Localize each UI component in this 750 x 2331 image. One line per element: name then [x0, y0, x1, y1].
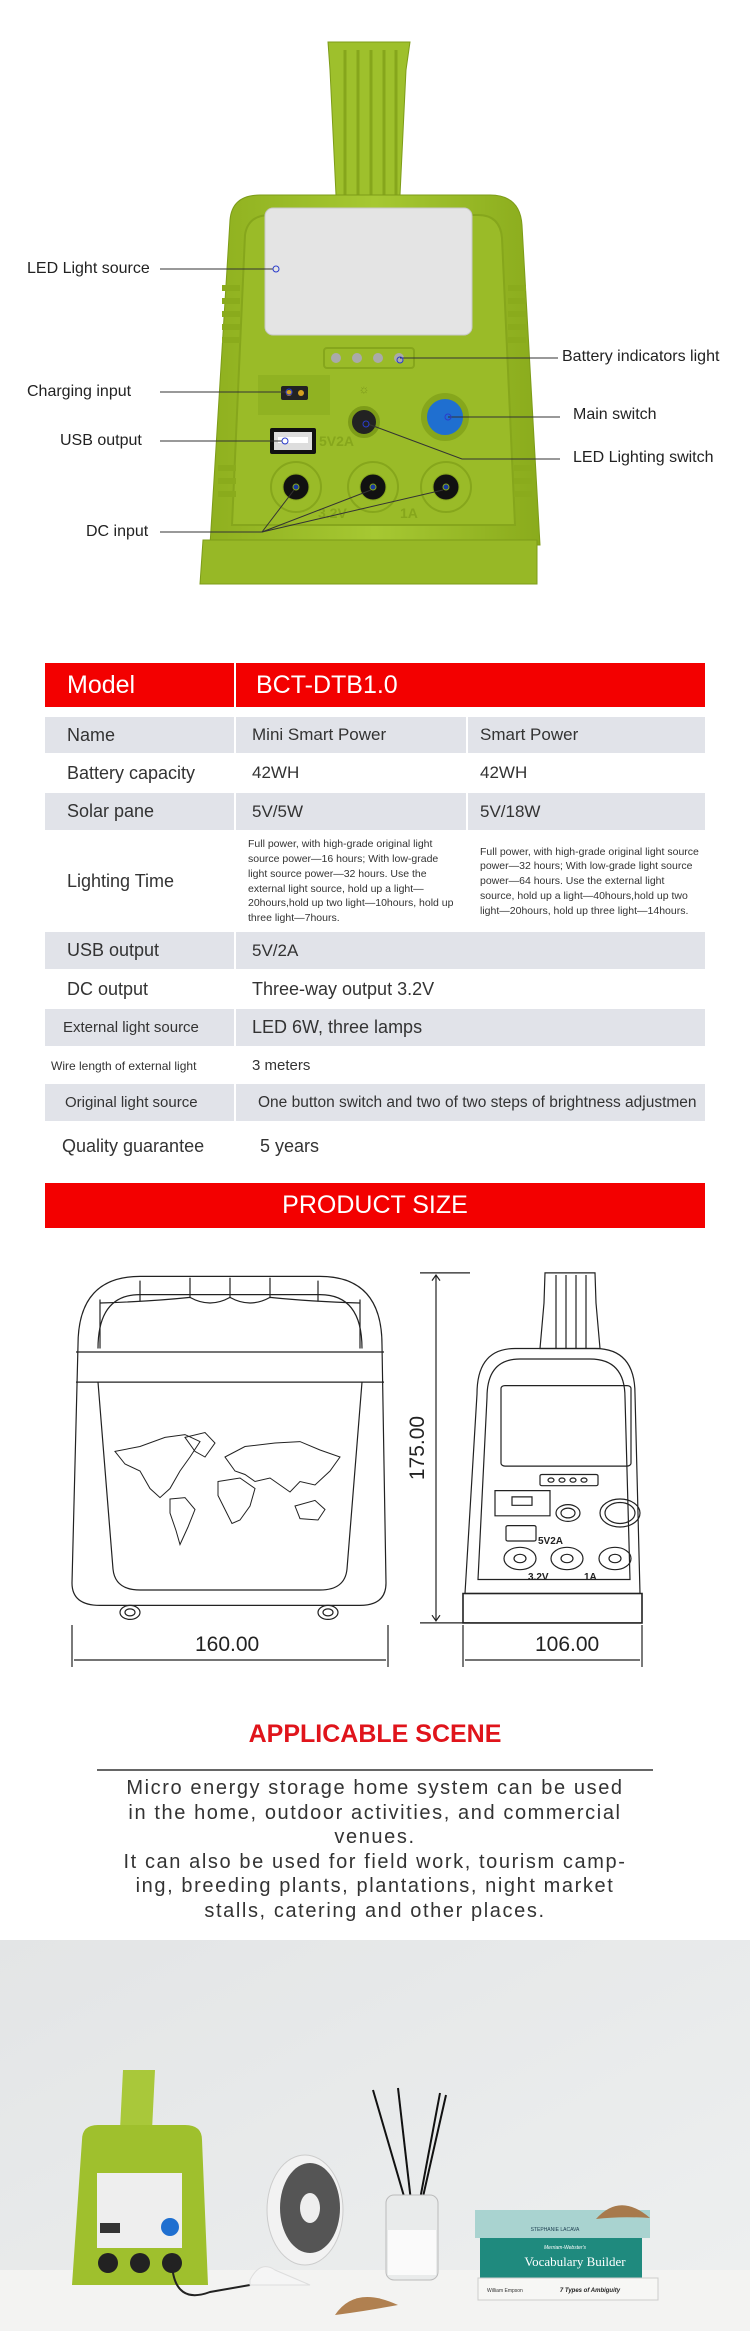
scene-photo: [0, 1940, 750, 2331]
side-voltage-label: 3.2V: [528, 1572, 549, 1583]
svg-text:1A: 1A: [400, 505, 418, 521]
side-usb-label: 5V2A: [538, 1536, 564, 1547]
scene-divider: [97, 1769, 653, 1771]
callout-dc-input: DC input: [86, 523, 149, 540]
device-front-illustration: [0, 0, 750, 600]
device-handle: [328, 42, 410, 195]
callout-led-lighting-switch: LED Lighting switch: [573, 449, 714, 466]
bulb-icon: ☼: [358, 382, 370, 396]
height-label: 175.00: [406, 1415, 429, 1481]
callout-main-switch: Main switch: [573, 406, 657, 423]
front-width-label: 160.00: [195, 1633, 260, 1656]
svg-text:5V2A: 5V2A: [319, 433, 355, 449]
scene-title: APPLICABLE SCENE: [248, 1720, 502, 1748]
table-row-lighting: Lighting Time Full power, with high-grade original light source power—16 hours; With low-grade light source power—32 hours. Use the external light source, hold up a light—20hours,hold up two light—10hours, hold up three light—7hours. Full power, with high-grade original light source power—32 hours; With low-grade light source power—64 hours. Use the external light source, hold up a light—40hours,hold up two light—20hours, hold up three light—14hours.: [67, 838, 699, 924]
table-row-external: External light source LED 6W, three lamps: [45, 1009, 705, 1046]
table-row-original: Original light source One button switch and two of two steps of brightness adjustmen: [45, 1084, 705, 1121]
table-row-wire: Wire length of external light 3 meters: [51, 1057, 311, 1074]
device-base: [200, 540, 537, 584]
side-current-label: 1A: [584, 1572, 597, 1583]
svg-text:7 Types of Ambiguity: 7 Types of Ambiguity: [559, 2288, 621, 2294]
scene-description: Micro energy storage home system can be used in the home, outdoor activities, and commercial venues. It can also be used for field work, tourism camp- ing, breeding plants, plantations, night market stalls, catering and other places.: [123, 1777, 627, 1922]
side-width-label: 106.00: [535, 1633, 600, 1656]
table-row-usb: USB output 5V/2A: [45, 932, 705, 969]
charging-input-port: [258, 375, 330, 415]
led-panel: [265, 208, 472, 335]
front-view-drawing: [72, 1276, 386, 1619]
dimension-drawings: [0, 1250, 750, 1670]
table-row-dc: DC output Three-way output 3.2V: [67, 978, 435, 999]
product-size-banner: PRODUCT SIZE: [45, 1183, 705, 1228]
table-row-quality: Quality guarantee 5 years: [62, 1135, 320, 1156]
table-row-solar: Solar pane 5V/5W 5V/18W: [45, 793, 705, 830]
callout-charging-input: Charging input: [27, 383, 132, 400]
table-row-name: Name Mini Smart Power Smart Power: [45, 717, 705, 753]
side-view-drawing: [463, 1273, 642, 1623]
svg-text:William Empson: William Empson: [487, 2288, 523, 2294]
callout-usb-output: USB output: [60, 432, 142, 449]
table-header-row: Model BCT-DTB1.0: [45, 663, 705, 707]
table-row-battery: Battery capacity 42WH 42WH: [67, 762, 528, 783]
svg-text:Merriam-Webster's: Merriam-Webster's: [544, 2245, 586, 2251]
callout-led-light-source: LED Light source: [27, 260, 150, 277]
svg-text:3.2V: 3.2V: [318, 505, 347, 521]
callout-battery-indicators: Battery indicators light: [562, 348, 720, 365]
svg-text:STEPHANIE LACAVA: STEPHANIE LACAVA: [530, 2227, 580, 2233]
world-map-outline: [115, 1433, 340, 1545]
svg-text:Vocabulary Builder: Vocabulary Builder: [524, 2254, 626, 2269]
